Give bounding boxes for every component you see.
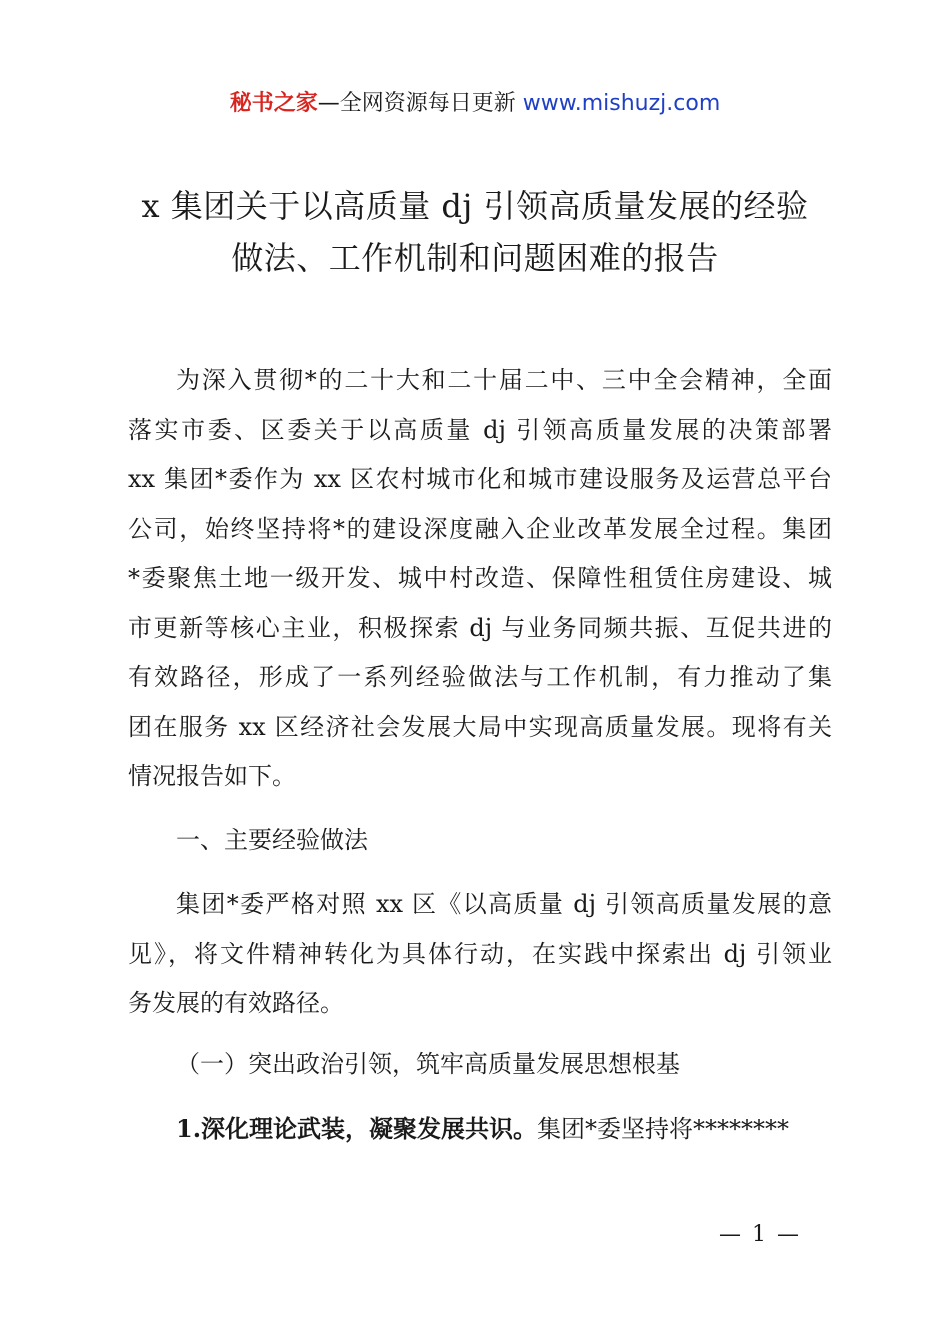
subsection-heading-1: （一）突出政治引领，筑牢高质量发展思想根基 <box>176 1050 680 1078</box>
site-banner <box>0 88 950 120</box>
page-number: — 1 — <box>719 1222 801 1247</box>
paragraph-line: 为深入贯彻*的二十大和二十届二中、三中全会精神，全面 <box>176 366 832 394</box>
paragraph-line: 集团*委严格对照 xx 区《以高质量 dj 引领高质量发展的意 <box>176 890 832 918</box>
item-1-text: 集团*委坚持将******** <box>537 1115 790 1143</box>
item-1-lead: 1.深化理论武装，凝聚发展共识。 <box>176 1114 538 1143</box>
paragraph-line: 务发展的有效路径。 <box>128 989 344 1017</box>
banner-slogan: —全网资源每日更新 <box>317 91 516 116</box>
paragraph-line: 团在服务 xx 区经济社会发展大局中实现高质量发展。现将有关 <box>128 712 832 741</box>
paragraph-line: 市更新等核心主业，积极探索 dj 与业务同频共振、互促共进的 <box>128 613 832 642</box>
document-title <box>60 180 890 284</box>
paragraph-line: 见》，将文件精神转化为具体行动，在实践中探索出 dj 引领业 <box>128 939 832 968</box>
paragraph-line: 落实市委、区委关于以高质量 dj 引领高质量发展的决策部署 <box>128 415 832 444</box>
paragraph-line: 公司，始终坚持将*的建设深度融入企业改革发展全过程。集团 <box>128 514 832 543</box>
intro-paragraph <box>128 356 832 802</box>
paragraph-line: 情况报告如下。 <box>128 762 296 790</box>
banner-brand: 秘书之家 <box>229 91 318 116</box>
paragraph-line: *委聚焦土地一级开发、城中村改造、保障性租赁住房建设、城 <box>128 564 832 592</box>
paragraph-line: xx 集团*委作为 xx 区农村城市化和城市建设服务及运营总平台 <box>128 465 832 493</box>
section-heading-1: 一、主要经验做法 <box>176 826 368 854</box>
title-line-1: x 集团关于以高质量 dj 引领高质量发展的经验 <box>141 187 809 225</box>
item-1 <box>128 1104 789 1155</box>
section1-paragraph <box>128 880 832 1029</box>
title-line-2: 做法、工作机制和问题困难的报告 <box>231 239 719 277</box>
paragraph-line: 有效路径，形成了一系列经验做法与工作机制，有力推动了集 <box>128 663 832 691</box>
banner-url-link[interactable]: www.mishuzj.com <box>522 91 721 116</box>
